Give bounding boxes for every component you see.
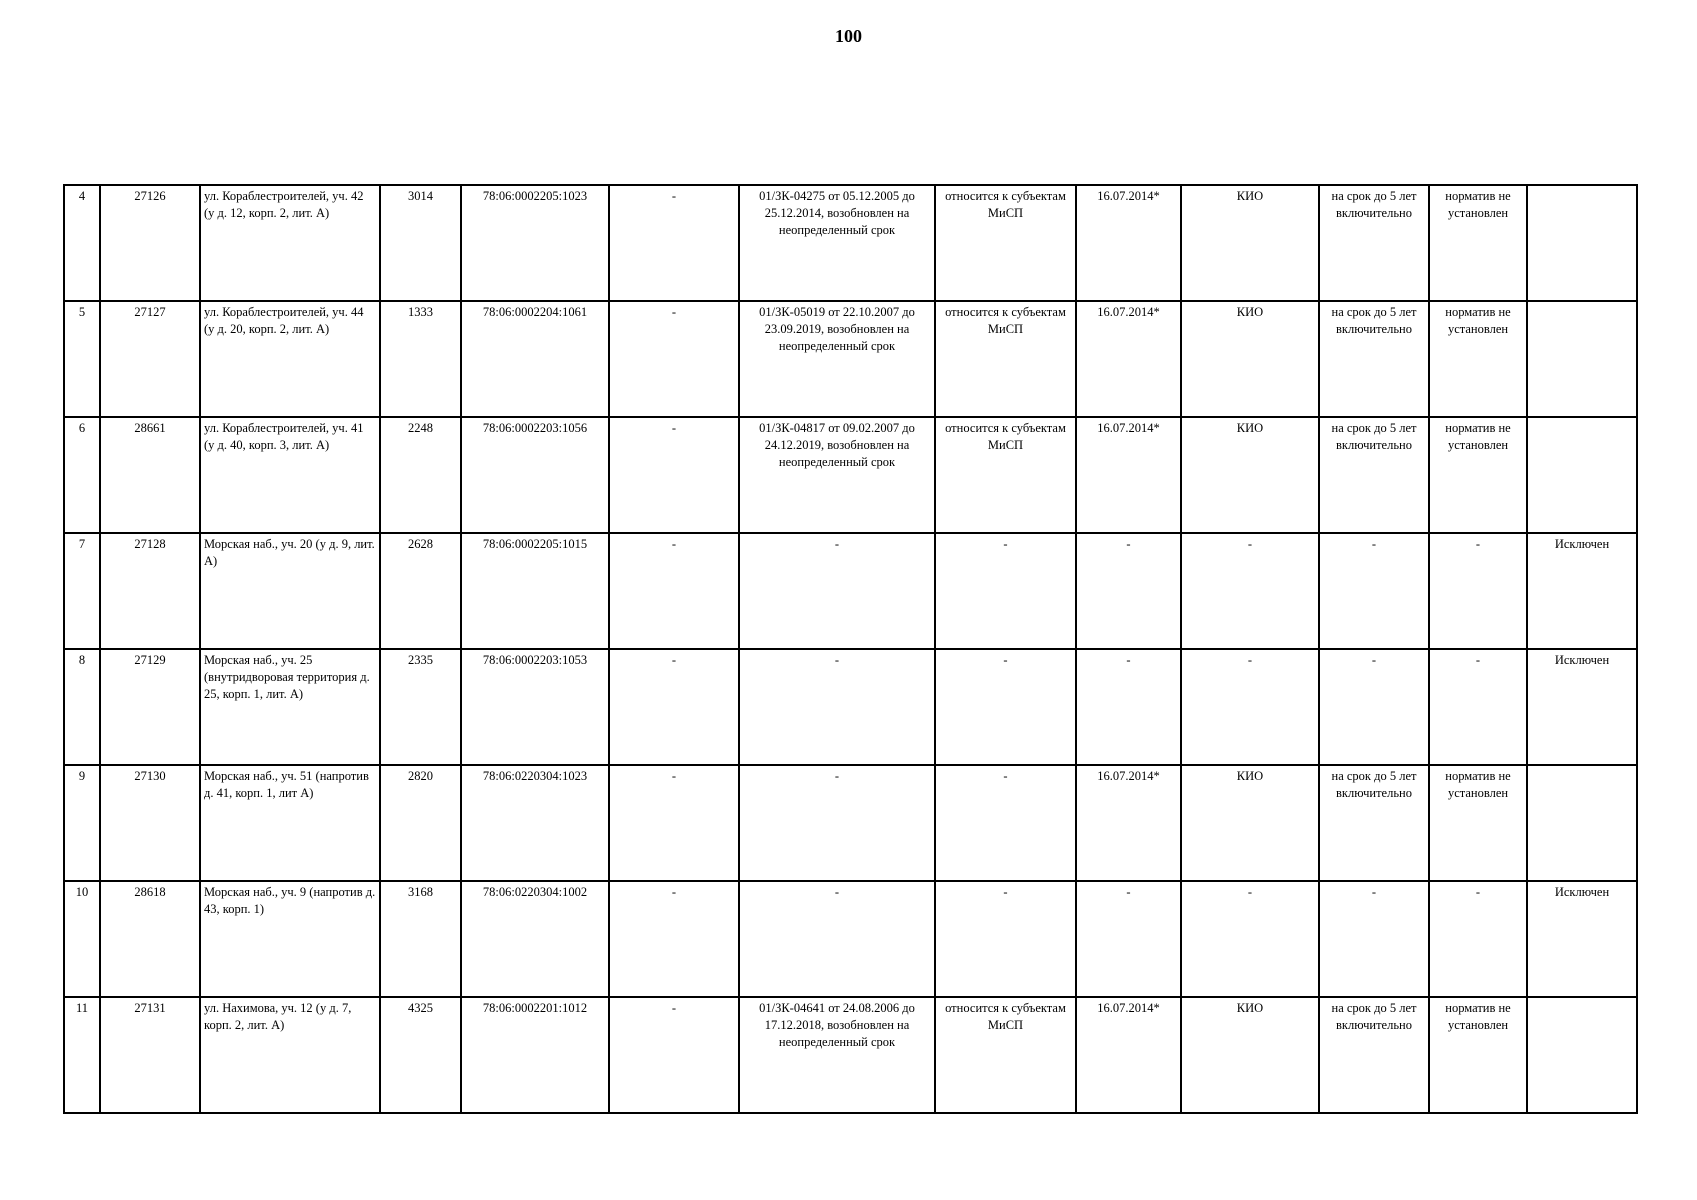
category-cell: -: [935, 649, 1076, 765]
table-row: [64, 997, 1637, 1113]
column-6-cell: -: [609, 765, 739, 881]
object-id-cell: 27128: [100, 533, 200, 649]
norm-cell: норматив не установлен: [1429, 417, 1527, 533]
table-row: [64, 185, 1637, 301]
term-cell: на срок до 5 лет включительно: [1319, 765, 1429, 881]
address-cell: ул. Кораблестроителей, уч. 42 (у д. 12, корп. 2, лит. А): [200, 185, 380, 301]
term-cell: на срок до 5 лет включительно: [1319, 185, 1429, 301]
area-cell: 3168: [380, 881, 461, 997]
authority-cell: КИО: [1181, 301, 1319, 417]
area-cell: 1333: [380, 301, 461, 417]
norm-cell: норматив не установлен: [1429, 997, 1527, 1113]
lease-agreement-cell: -: [739, 765, 935, 881]
row-number-cell: 10: [64, 881, 100, 997]
lease-agreement-cell: 01/ЗК-04641 от 24.08.2006 до 17.12.2018, возобновлен на неопределенный срок: [739, 997, 935, 1113]
row-number-cell: 11: [64, 997, 100, 1113]
address-cell: Морская наб., уч. 20 (у д. 9, лит. А): [200, 533, 380, 649]
area-cell: 2248: [380, 417, 461, 533]
note-cell: [1527, 301, 1637, 417]
cadastral-number-cell: 78:06:0002203:1053: [461, 649, 609, 765]
table-body: [64, 185, 1637, 1113]
authority-cell: -: [1181, 881, 1319, 997]
column-6-cell: -: [609, 533, 739, 649]
lease-agreement-cell: -: [739, 649, 935, 765]
authority-cell: КИО: [1181, 765, 1319, 881]
address-cell: ул. Кораблестроителей, уч. 41 (у д. 40, корп. 3, лит. А): [200, 417, 380, 533]
category-cell: относится к субъектам МиСП: [935, 997, 1076, 1113]
note-cell: [1527, 185, 1637, 301]
lease-agreement-cell: -: [739, 881, 935, 997]
area-cell: 2820: [380, 765, 461, 881]
category-cell: относится к субъектам МиСП: [935, 185, 1076, 301]
area-cell: 2628: [380, 533, 461, 649]
category-cell: -: [935, 881, 1076, 997]
table-row: [64, 417, 1637, 533]
object-id-cell: 27131: [100, 997, 200, 1113]
object-id-cell: 27127: [100, 301, 200, 417]
cadastral-number-cell: 78:06:0002201:1012: [461, 997, 609, 1113]
authority-cell: КИО: [1181, 417, 1319, 533]
row-number-cell: 7: [64, 533, 100, 649]
object-id-cell: 27130: [100, 765, 200, 881]
lease-agreement-cell: 01/ЗК-05019 от 22.10.2007 до 23.09.2019, возобновлен на неопределенный срок: [739, 301, 935, 417]
cadastral-number-cell: 78:06:0002205:1023: [461, 185, 609, 301]
table-row: [64, 765, 1637, 881]
term-cell: на срок до 5 лет включительно: [1319, 301, 1429, 417]
object-id-cell: 28618: [100, 881, 200, 997]
table-row: [64, 881, 1637, 997]
object-id-cell: 27129: [100, 649, 200, 765]
row-number-cell: 5: [64, 301, 100, 417]
cadastral-number-cell: 78:06:0220304:1002: [461, 881, 609, 997]
cadastral-number-cell: 78:06:0002205:1015: [461, 533, 609, 649]
note-cell: Исключен: [1527, 649, 1637, 765]
column-6-cell: -: [609, 301, 739, 417]
row-number-cell: 4: [64, 185, 100, 301]
norm-cell: -: [1429, 881, 1527, 997]
authority-cell: КИО: [1181, 185, 1319, 301]
row-number-cell: 8: [64, 649, 100, 765]
table-row: [64, 533, 1637, 649]
table-row: [64, 301, 1637, 417]
category-cell: относится к субъектам МиСП: [935, 417, 1076, 533]
lease-agreement-cell: 01/ЗК-04817 от 09.02.2007 до 24.12.2019, возобновлен на неопределенный срок: [739, 417, 935, 533]
row-number-cell: 6: [64, 417, 100, 533]
term-cell: на срок до 5 лет включительно: [1319, 997, 1429, 1113]
date-cell: -: [1076, 649, 1181, 765]
note-cell: Исключен: [1527, 881, 1637, 997]
address-cell: Морская наб., уч. 51 (напротив д. 41, корп. 1, лит А): [200, 765, 380, 881]
date-cell: -: [1076, 881, 1181, 997]
date-cell: -: [1076, 533, 1181, 649]
norm-cell: -: [1429, 533, 1527, 649]
authority-cell: -: [1181, 533, 1319, 649]
page-number: 100: [835, 26, 862, 46]
lease-agreement-cell: 01/ЗК-04275 от 05.12.2005 до 25.12.2014, возобновлен на неопределенный срок: [739, 185, 935, 301]
authority-cell: КИО: [1181, 997, 1319, 1113]
norm-cell: норматив не установлен: [1429, 301, 1527, 417]
address-cell: Морская наб., уч. 25 (внутридворовая территория д. 25, корп. 1, лит. А): [200, 649, 380, 765]
row-number-cell: 9: [64, 765, 100, 881]
date-cell: 16.07.2014*: [1076, 997, 1181, 1113]
object-id-cell: 28661: [100, 417, 200, 533]
table-row: [64, 649, 1637, 765]
area-cell: 4325: [380, 997, 461, 1113]
object-id-cell: 27126: [100, 185, 200, 301]
note-cell: [1527, 765, 1637, 881]
date-cell: 16.07.2014*: [1076, 417, 1181, 533]
column-6-cell: -: [609, 185, 739, 301]
note-cell: Исключен: [1527, 533, 1637, 649]
category-cell: -: [935, 765, 1076, 881]
date-cell: 16.07.2014*: [1076, 765, 1181, 881]
term-cell: -: [1319, 533, 1429, 649]
term-cell: на срок до 5 лет включительно: [1319, 417, 1429, 533]
column-6-cell: -: [609, 997, 739, 1113]
registry-table: [63, 184, 1638, 1114]
lease-agreement-cell: -: [739, 533, 935, 649]
term-cell: -: [1319, 881, 1429, 997]
column-6-cell: -: [609, 881, 739, 997]
norm-cell: -: [1429, 649, 1527, 765]
address-cell: ул. Кораблестроителей, уч. 44 (у д. 20, корп. 2, лит. А): [200, 301, 380, 417]
norm-cell: норматив не установлен: [1429, 185, 1527, 301]
norm-cell: норматив не установлен: [1429, 765, 1527, 881]
date-cell: 16.07.2014*: [1076, 301, 1181, 417]
category-cell: относится к субъектам МиСП: [935, 301, 1076, 417]
authority-cell: -: [1181, 649, 1319, 765]
area-cell: 3014: [380, 185, 461, 301]
address-cell: Морская наб., уч. 9 (напротив д. 43, корп. 1): [200, 881, 380, 997]
category-cell: -: [935, 533, 1076, 649]
column-6-cell: -: [609, 649, 739, 765]
note-cell: [1527, 997, 1637, 1113]
cadastral-number-cell: 78:06:0220304:1023: [461, 765, 609, 881]
term-cell: -: [1319, 649, 1429, 765]
column-6-cell: -: [609, 417, 739, 533]
address-cell: ул. Нахимова, уч. 12 (у д. 7, корп. 2, лит. А): [200, 997, 380, 1113]
note-cell: [1527, 417, 1637, 533]
cadastral-number-cell: 78:06:0002203:1056: [461, 417, 609, 533]
cadastral-number-cell: 78:06:0002204:1061: [461, 301, 609, 417]
area-cell: 2335: [380, 649, 461, 765]
date-cell: 16.07.2014*: [1076, 185, 1181, 301]
